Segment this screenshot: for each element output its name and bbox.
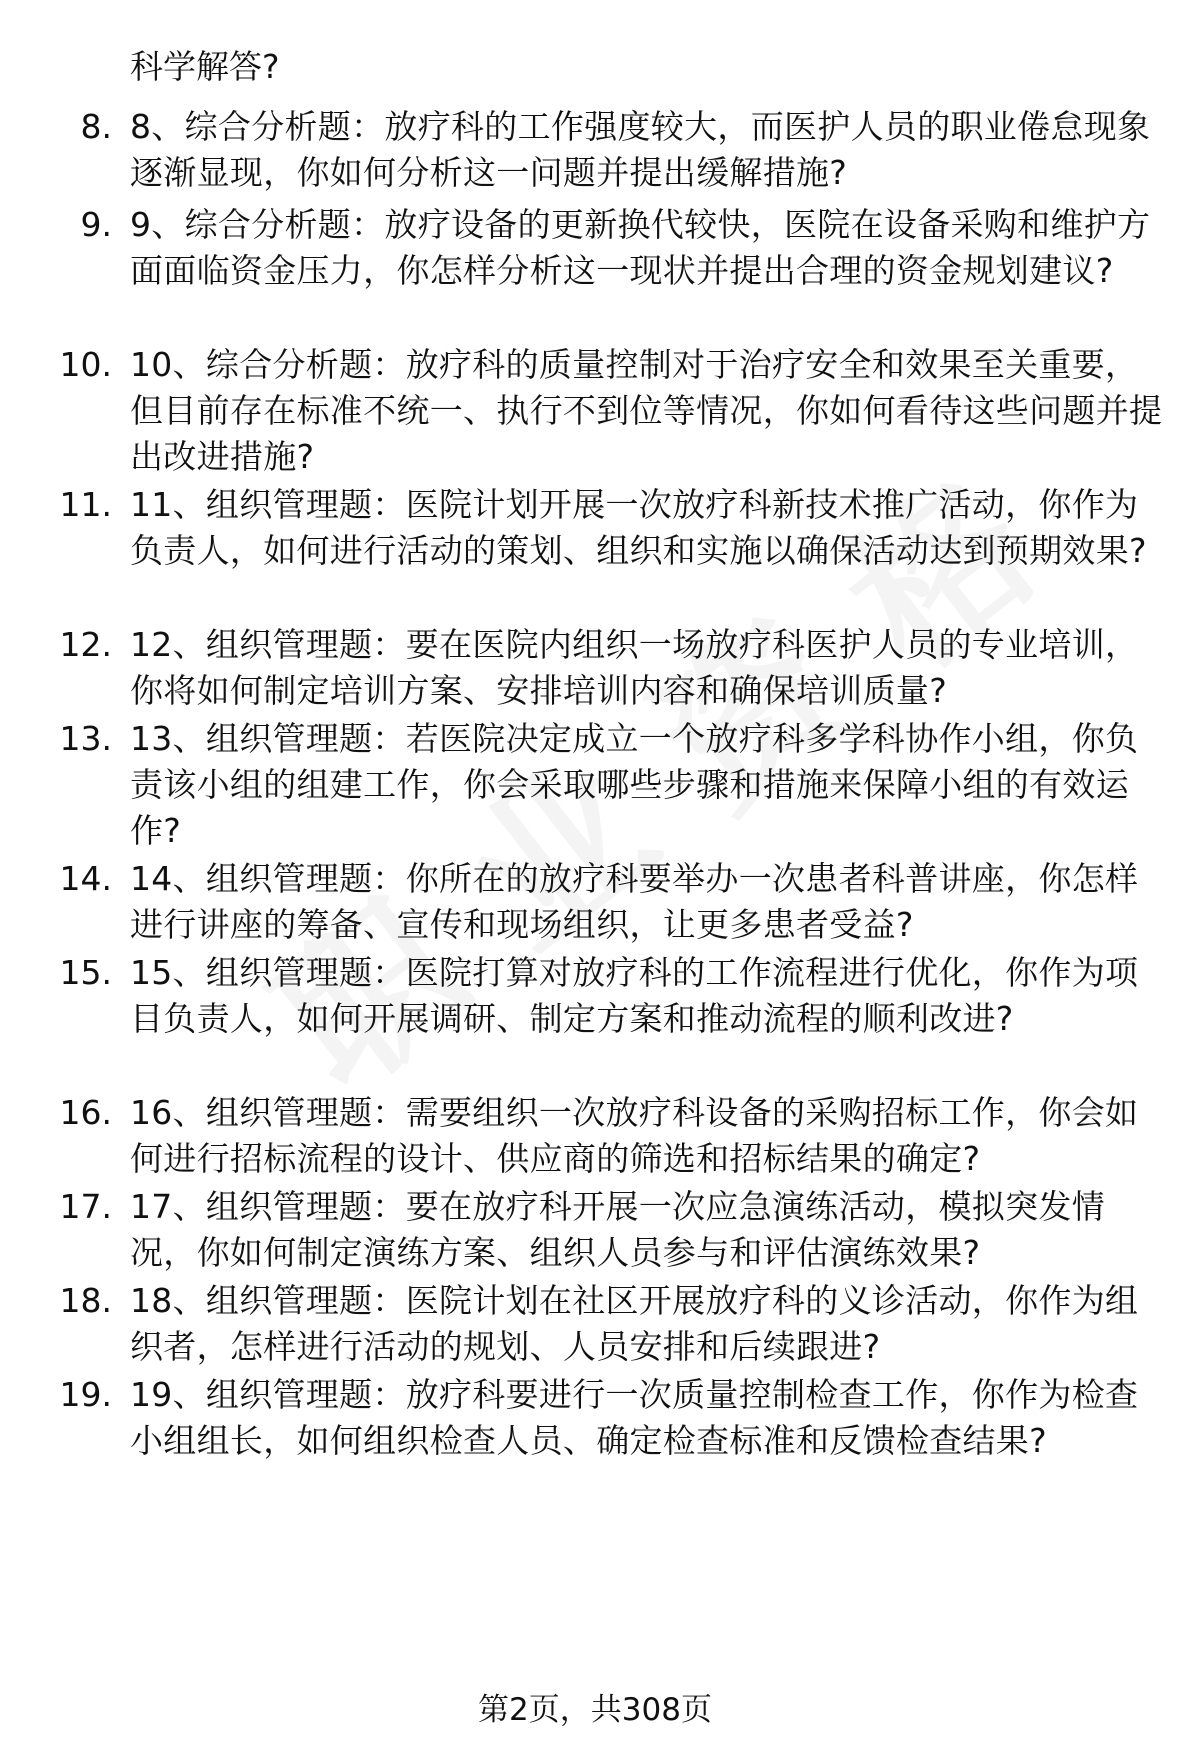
item-text: 17、组织管理题：要在放疗科开展一次应急演练活动，模拟突发情况，你如何制定演练方案、组织人员参与和评估演练效果? (130, 1187, 1105, 1272)
item-number: 12. (59, 625, 112, 664)
item-number: 17. (59, 1187, 112, 1226)
item-number: 9. (80, 205, 112, 244)
item-text: 11、组织管理题：医院计划开展一次放疗科新技术推广活动，你作为负责人，如何进行活动的策划、组织和实施以确保活动达到预期效果? (130, 485, 1147, 570)
item-text: 14、组织管理题：你所在的放疗科要举办一次患者科普讲座，你怎样进行讲座的筹备、宣传和现场组织，让更多患者受益? (130, 859, 1139, 944)
list-item (0, 1278, 1190, 1370)
list-item (0, 1184, 1190, 1276)
item-number: 16. (59, 1093, 112, 1132)
list-item (0, 482, 1190, 620)
list-item (0, 950, 1190, 1088)
list-item (0, 622, 1190, 714)
item-text: 15、组织管理题：医院打算对放疗科的工作流程进行优化，你作为项目负责人，如何开展调研、制定方案和推动流程的顺利改进? (130, 953, 1139, 1038)
item-text: 18、组织管理题：医院计划在社区开展放疗科的义诊活动，你作为组织者，怎样进行活动的规划、人员安排和后续跟进? (130, 1281, 1139, 1366)
item-text: 8、综合分析题：放疗科的工作强度较大，而医护人员的职业倦怠现象逐渐显现，你如何分析这一问题并提出缓解措施? (130, 107, 1151, 192)
item-text: 19、组织管理题：放疗科要进行一次质量控制检查工作，你作为检查小组组长，如何组织检查人员、确定检查标准和反馈检查结果? (130, 1375, 1139, 1460)
item-number: 18. (59, 1281, 112, 1320)
item-text: 16、组织管理题：需要组织一次放疗科设备的采购招标工作，你会如何进行招标流程的设计、供应商的筛选和招标结果的确定? (130, 1093, 1139, 1178)
item-number: 19. (59, 1375, 112, 1414)
continued-text: 科学解答? (130, 47, 280, 86)
list-item (0, 202, 1190, 340)
list-item (0, 1090, 1190, 1182)
item-number: 8. (80, 107, 112, 146)
list-item (0, 716, 1190, 854)
item-number: 15. (59, 953, 112, 992)
item-text: 12、组织管理题：要在医院内组织一场放疗科医护人员的专业培训，你将如何制定培训方案、安排培训内容和确保培训质量? (130, 625, 1139, 710)
item-text: 10、综合分析题：放疗科的质量控制对于治疗安全和效果至关重要，但目前存在标准不统一、执行不到位等情况，你如何看待这些问题并提出改进措施? (130, 345, 1163, 476)
item-number: 11. (59, 485, 112, 524)
page-footer: 第2页，共308页 (478, 1692, 712, 1728)
item-number: 10. (59, 345, 112, 384)
list-item (0, 1372, 1190, 1510)
list-item (0, 104, 1190, 196)
item-text: 9、综合分析题：放疗设备的更新换代较快，医院在设备采购和维护方面面临资金压力，你怎样分析这一现状并提出合理的资金规划建议? (130, 205, 1151, 290)
list-item (0, 342, 1190, 480)
list-item (0, 856, 1190, 948)
item-number: 14. (59, 859, 112, 898)
item-text: 13、组织管理题：若医院决定成立一个放疗科多学科协作小组，你负责该小组的组建工作，你会采取哪些步骤和措施来保障小组的有效运作? (130, 719, 1139, 850)
item-number: 13. (59, 719, 112, 758)
